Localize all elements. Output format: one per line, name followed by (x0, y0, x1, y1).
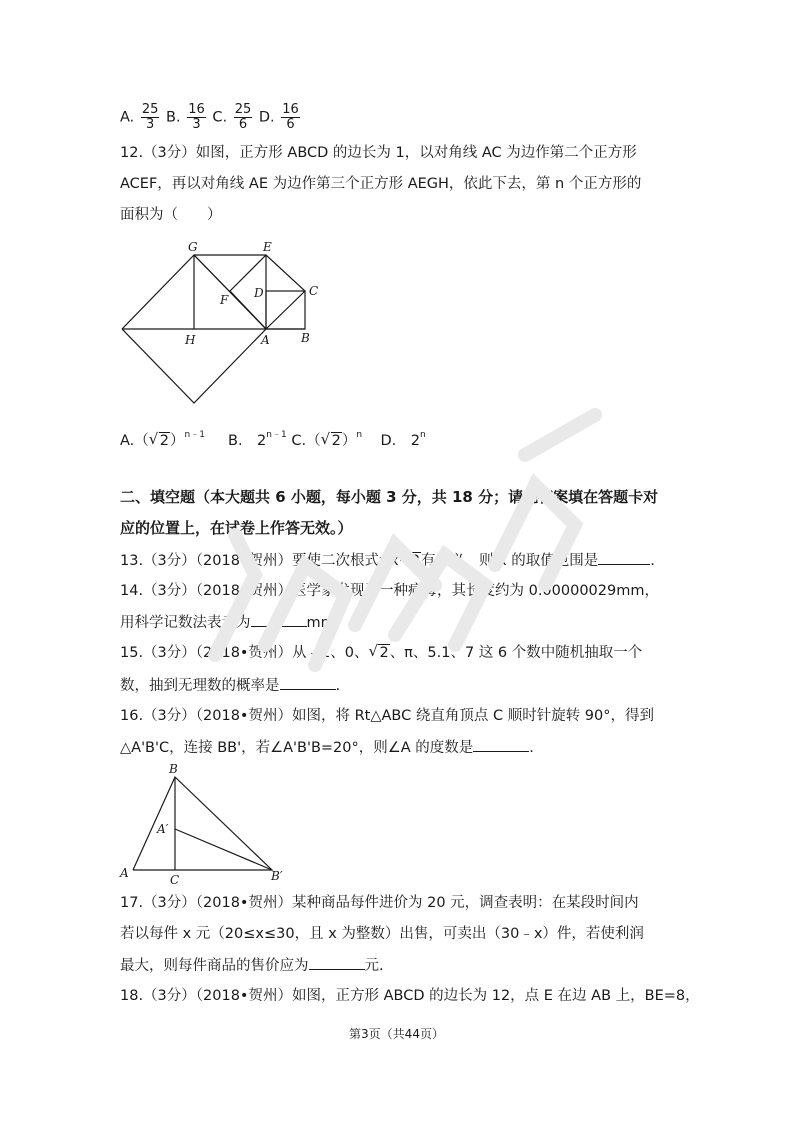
q18-line-1: 18.（3分）（2018•贺州）如图，正方形 ABCD 的边长为 12，点 E 在边 AB 上，BE=8， (120, 988, 700, 1004)
q11-option-d-fraction: $\frac{16}{6}$ (282, 102, 299, 132)
q15-answer-blank[interactable] (280, 675, 336, 690)
q16-figure (115, 758, 295, 888)
q15-line-2: 数，抽到无理数的概率是 . (120, 675, 340, 696)
q12-option-d: D. 2$^n$ (380, 430, 426, 449)
q12-option-c: C.（ √ 2）$^n$ (291, 430, 363, 449)
q17-line-1: 17.（3分）（2018•贺州）某种商品每件进价为 20 元，调查表明：在某段时间内 (120, 895, 639, 911)
q12-option-b: B. $2^{n﹣1}$ (228, 430, 287, 449)
q11-option-a-label: A. (120, 109, 135, 126)
q11-options (120, 103, 302, 132)
q12-label-d: D (254, 286, 264, 300)
q13-line: 13.（3分）（2018•贺州）要使二次根式 √ x−3有意义，则 x 的取值范围是 . (120, 550, 655, 569)
q16-line-2: △A'B'C，连接 BB'，若∠A'B'B=20°，则∠A 的度数是 . (120, 737, 534, 758)
q15-radical: √ 2 (368, 642, 389, 661)
q12-line-2: ACEF，再以对角线 AE 为边作第三个正方形 AEGH，依此下去，第 n 个正方形的 (120, 176, 642, 192)
q16-label-a-prime: A′ (157, 822, 169, 836)
q12-line-1: 12.（3分）如图，正方形 ABCD 的边长为 1，以对角线 AC 为边作第二个正方形 (120, 145, 637, 161)
q12-options (120, 425, 426, 451)
q12-figure (110, 235, 330, 410)
q17-line-2: 若以每件 x 元（20≤x≤30，且 x 为整数）出售，可卖出（30﹣x）件，若使利润 (120, 926, 644, 942)
q17-answer-blank[interactable] (309, 955, 365, 970)
q12-label-a: A (261, 333, 270, 347)
q16-label-b-prime: B′ (271, 869, 283, 883)
q17-line-3: 最大，则每件商品的售价应为 元. (120, 955, 384, 976)
q11-option-b-label: B. (166, 109, 181, 126)
q16-label-c: C (170, 873, 180, 887)
q12-label-h: H (185, 333, 196, 347)
q12-label-f: F (220, 293, 229, 307)
q12-label-c: C (309, 284, 319, 298)
q16-answer-blank[interactable] (473, 737, 529, 752)
q16-label-a: A (120, 866, 129, 880)
q12-option-a: A.（ √ 2）$^{n﹣1}$ (120, 430, 205, 449)
q16-line-1: 16.（3分）（2018•贺州）如图，将 Rt△ABC 绕直角顶点 C 顺时针旋转 90°，得到 (120, 708, 655, 724)
q13-answer-blank[interactable] (598, 550, 650, 565)
q12-label-b: B (301, 331, 310, 345)
q12-label-g: G (188, 240, 198, 254)
q15-line-1: 15.（3分）（2018•贺州）从﹣1、0、 √ 2、π、5.1、7 这 6 个数中随机抽取一个 (120, 642, 643, 661)
q11-option-b-fraction: $\frac{16}{3}$ (188, 102, 205, 132)
q11-option-d-label: D. (258, 109, 275, 126)
q12-label-e: E (263, 240, 272, 254)
q14-line-1: 14.（3分）（2018•贺州）医学家发现了一种病毒，其长度约为 0.00000029mm， (120, 583, 659, 599)
section-2-heading-line-2: 应的位置上，在试卷上作答无效。） (120, 519, 353, 537)
q12-line-3: 面积为（ ） (120, 207, 222, 223)
q13-radical: √ x−3 (379, 550, 420, 569)
q14-answer-blank[interactable] (251, 612, 307, 627)
q16-label-b: B (169, 762, 178, 776)
q11-option-a-fraction: $\frac{25}{3}$ (141, 102, 159, 132)
page-footer: 第3页（共44页） (349, 1027, 444, 1041)
q14-line-2: 用科学记数法表示为 mm. (120, 612, 339, 633)
section-2-heading-line-1: 二、填空题（本大题共 6 小题，每小题 3 分，共 18 分；请把答案填在答题卡对 (120, 488, 659, 506)
q11-option-c-label: C. (212, 109, 228, 126)
q11-option-c-fraction: $\frac{25}{6}$ (234, 102, 252, 132)
